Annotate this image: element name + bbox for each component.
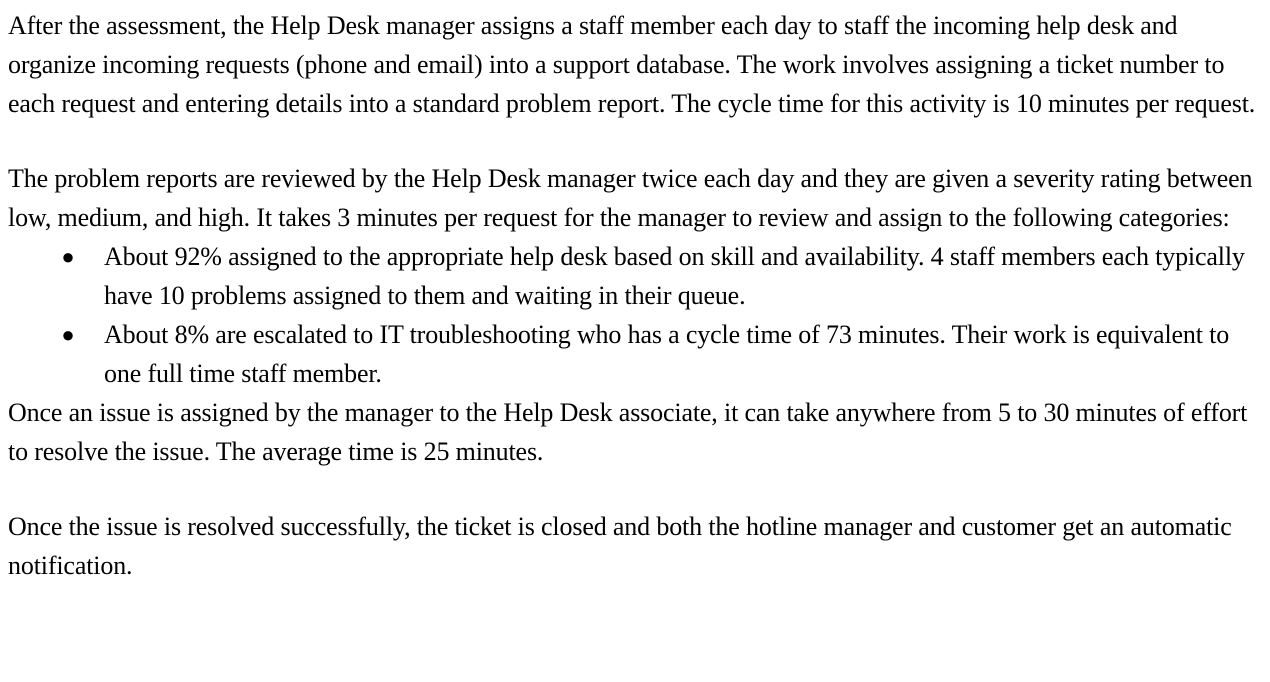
paragraph-review: The problem reports are reviewed by the Help Desk manager twice each day and they are given a severity rating between low, medium, and high. It takes 3 minutes per request for the manager to review and assign to the following categories:	[8, 164, 1253, 232]
category-list	[8, 237, 1262, 393]
paragraph-spacer	[8, 123, 1262, 159]
paragraph-notification: Once the issue is resolved successfully, the ticket is closed and both the hotline manager and customer get an automatic notification.	[8, 512, 1232, 580]
paragraph-assessment: After the assessment, the Help Desk manager assigns a staff member each day to staff the incoming help desk and organize incoming requests (phone and email) into a support database. The work involves assigning a ticket number to each request and entering details into a standard problem report. The cycle time for this activity is 10 minutes per request.	[8, 11, 1256, 118]
list-item-text: About 8% are escalated to IT troubleshooting who has a cycle time of 73 minutes. Their work is equivalent to one full time staff member.	[104, 320, 1230, 388]
paragraph-spacer	[8, 471, 1262, 507]
paragraph-resolution-time: Once an issue is assigned by the manager to the Help Desk associate, it can take anywhere from 5 to 30 minutes of effort to resolve the issue. The average time is 25 minutes.	[8, 398, 1248, 466]
list-item	[8, 237, 1262, 315]
list-item	[8, 315, 1262, 393]
bullet-icon: ●	[61, 322, 75, 347]
bullet-icon: ●	[61, 244, 75, 269]
list-item-text: About 92% assigned to the appropriate help desk based on skill and availability. 4 staff members each typically have 10 problems assigned to them and waiting in their queue.	[104, 242, 1245, 310]
